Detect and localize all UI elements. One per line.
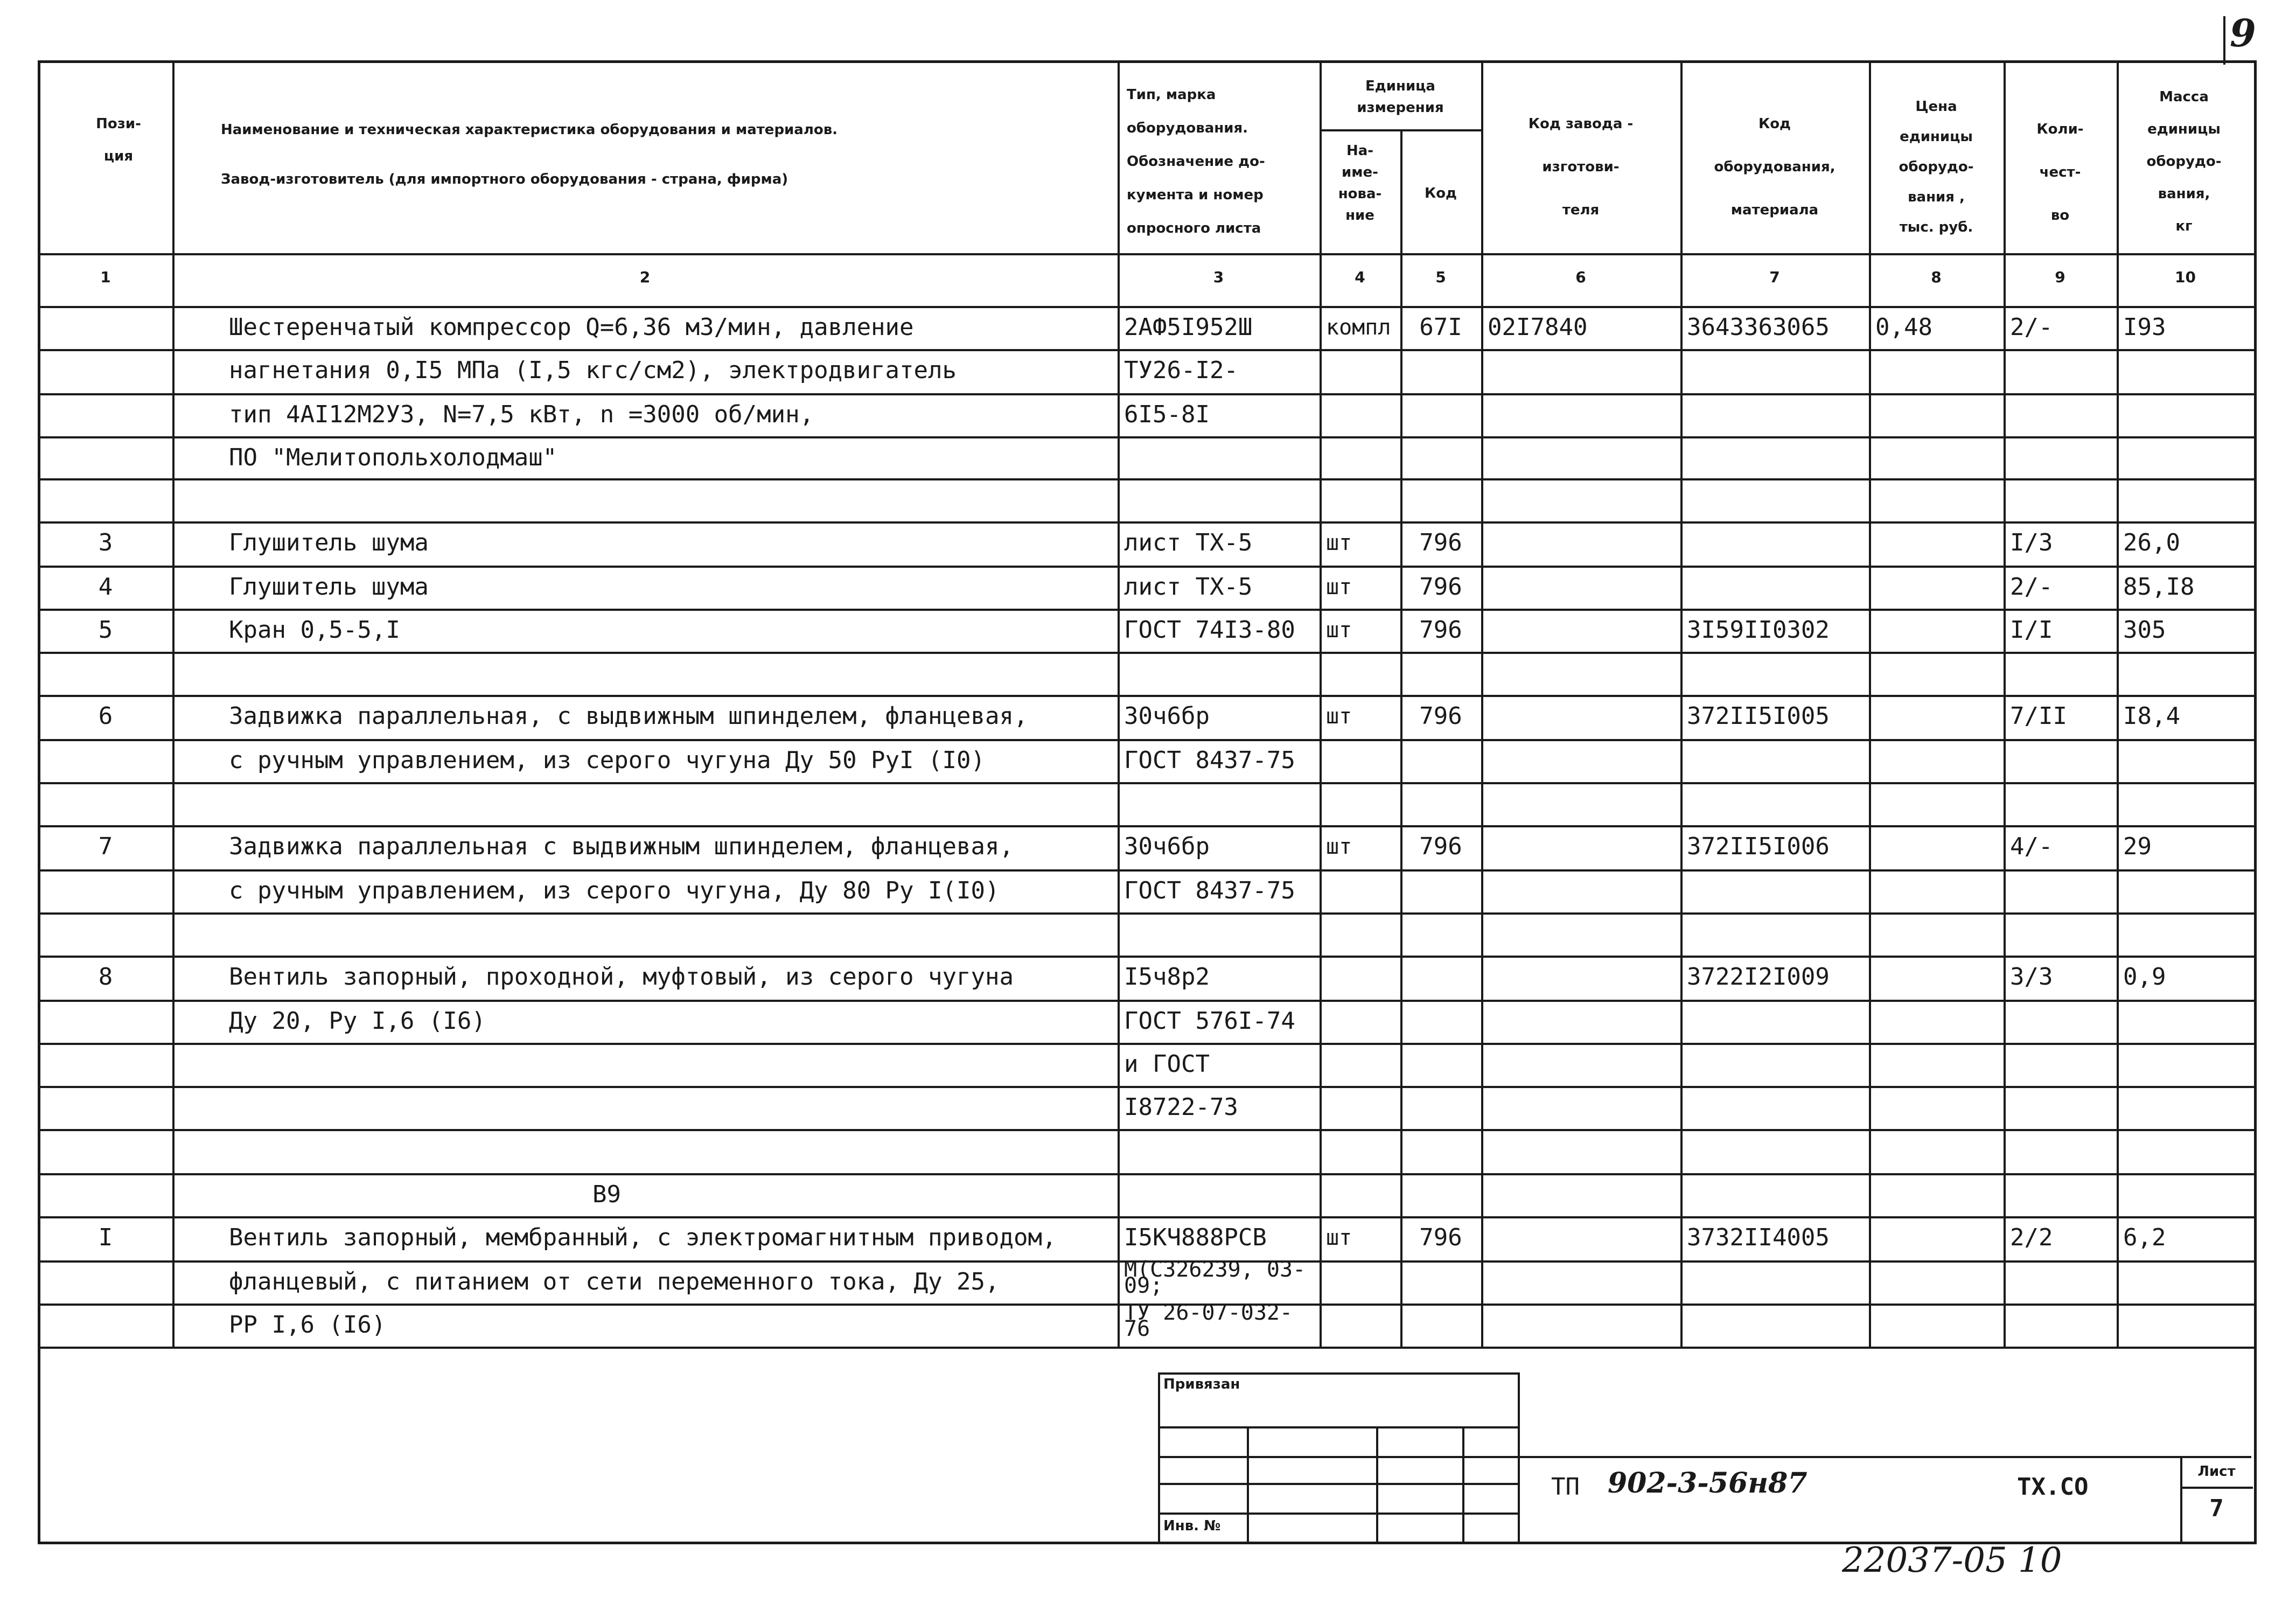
cell-mass: 6,2: [2123, 1224, 2166, 1251]
cell-mass: 26,0: [2123, 529, 2180, 556]
header-quantity: Коли- чест- во: [2036, 121, 2084, 224]
row-divider: [39, 609, 2254, 611]
cell-name: Вентиль запорный, проходной, муфтовый, из серого чугуна: [229, 963, 1014, 991]
cell-qty: I/I: [2010, 616, 2053, 644]
cell-price: 0,48: [1875, 313, 1932, 341]
row-divider: [39, 1129, 2254, 1131]
row-divider: [39, 253, 2254, 255]
cell-type: лист ТХ-5: [1124, 573, 1253, 601]
cell-mass: 85,I8: [2123, 573, 2195, 601]
row-divider: [39, 869, 2254, 872]
cell-pos: 6: [98, 702, 113, 730]
column-number: 6: [1575, 268, 1586, 286]
cell-code: 796: [1419, 616, 1462, 644]
row-divider: [39, 739, 2254, 741]
cell-mass: I8,4: [2123, 702, 2180, 730]
header-equip-code: Код оборудования, материала: [1714, 116, 1836, 218]
cell-name: РР I,6 (I6): [229, 1311, 386, 1339]
column-number: 2: [639, 268, 651, 286]
header-plant-code: Код завода - изготови- теля: [1528, 116, 1634, 218]
column-divider: [1400, 129, 1402, 1347]
cell-type: ГОСТ 8437-75: [1124, 877, 1295, 904]
cell-qty: 2/-: [2010, 573, 2053, 601]
cell-name: Ду 20, Ру I,6 (I6): [229, 1007, 486, 1035]
header-position: Пози- ция: [96, 116, 141, 164]
row-divider: [39, 478, 2254, 480]
stamp-mark: ТХ.СО: [2017, 1473, 2089, 1501]
cell-unit: шт: [1326, 834, 1352, 859]
cell-mass: 0,9: [2123, 963, 2166, 991]
cell-name: Задвижка параллельная с выдвижным шпинделем, фланцевая,: [229, 833, 1014, 860]
cell-type: ТУ 26-07-032-76: [1124, 1300, 1293, 1341]
header-price: Цена единицы оборудо- вания , тыс. руб.: [1899, 99, 1974, 235]
cell-name: Глушитель шума: [229, 573, 429, 601]
header-name: Наименование и техническая характеристика оборудования и материалов. Завод-изготовитель (для импортного оборудования - страна, фирма): [221, 122, 838, 187]
cell-type: 2АФ5I952Ш: [1124, 313, 1253, 341]
header-unit-code: Код: [1424, 185, 1457, 201]
cell-type: ТУ26-I2-: [1124, 357, 1238, 384]
cell-name: Вентиль запорный, мембранный, с электромагнитным приводом,: [229, 1224, 1057, 1251]
cell-qty: 2/2: [2010, 1224, 2053, 1251]
cell-type: 30ч6бр: [1124, 833, 1210, 860]
page-number: 9: [2230, 11, 2256, 55]
row-divider: [39, 782, 2254, 784]
cell-unit: шт: [1326, 618, 1352, 643]
cell-name: Шестеренчатый компрессор Q=6,36 м3/мин, давление: [229, 313, 914, 341]
cell-type: М(С326239, 03-09;: [1124, 1257, 1306, 1298]
column-number: 7: [1769, 268, 1780, 286]
row-divider: [39, 912, 2254, 915]
cell-code: 67I: [1419, 313, 1462, 341]
row-divider: [39, 393, 2254, 395]
cell-type: лист ТХ-5: [1124, 529, 1253, 556]
row-divider: [39, 1173, 2254, 1175]
cell-unit: шт: [1326, 531, 1352, 555]
cell-name: фланцевый, с питанием от сети переменного тока, Ду 25,: [229, 1268, 1000, 1295]
cell-equip: 3I59II0302: [1687, 616, 1830, 644]
cell-equip: 3722I2I009: [1687, 963, 1830, 991]
cell-unit: шт: [1326, 704, 1352, 729]
row-divider: [39, 1086, 2254, 1088]
row-divider: [39, 1000, 2254, 1002]
row-divider: [39, 436, 2254, 438]
column-number: 8: [1931, 268, 1942, 286]
cell-equip: 372II5I006: [1687, 833, 1830, 860]
row-divider: [39, 695, 2254, 697]
row-divider: [39, 825, 2254, 827]
row-divider: [39, 306, 2254, 308]
cell-pos: I: [98, 1224, 113, 1251]
row-divider: [39, 652, 2254, 654]
cell-type: 6I5-8I: [1124, 401, 1210, 428]
cell-pos: 4: [98, 573, 113, 601]
stamp-attached-label: Привязан: [1163, 1376, 1240, 1392]
row-divider: [1320, 129, 1481, 131]
cell-code: 796: [1419, 833, 1462, 860]
cell-type: ГОСТ 576I-74: [1124, 1007, 1295, 1035]
stamp-doc-prefix: ТП: [1551, 1473, 1580, 1501]
cell-type: 30ч6бр: [1124, 702, 1210, 730]
row-divider: [39, 349, 2254, 351]
column-number: 5: [1435, 268, 1446, 286]
cell-mass: 305: [2123, 616, 2166, 644]
header-unit-group: Единица измерения: [1357, 78, 1444, 116]
cell-unit: компл: [1326, 315, 1391, 340]
cell-type: и ГОСТ: [1124, 1050, 1210, 1078]
cell-code: 796: [1419, 573, 1462, 601]
header-mass: Масса единицы оборудо- вания, кг: [2146, 89, 2222, 234]
cell-name: Задвижка параллельная, с выдвижным шпинделем, фланцевая,: [229, 702, 1028, 730]
cell-name: ПО "Мелитопольхолодмаш": [229, 444, 557, 471]
cell-plant: 02I7840: [1488, 313, 1588, 341]
cell-name: В9: [592, 1181, 621, 1208]
footer-note: 22037-05 10: [1842, 1541, 2062, 1580]
cell-type: ГОСТ 74I3-80: [1124, 616, 1295, 644]
column-number: 10: [2175, 268, 2196, 286]
cell-equip: 3732II4005: [1687, 1224, 1830, 1251]
cell-qty: 4/-: [2010, 833, 2053, 860]
cell-equip: 3643363065: [1687, 313, 1830, 341]
stamp-inv-label: Инв. №: [1163, 1518, 1221, 1534]
cell-pos: 3: [98, 529, 113, 556]
cell-pos: 7: [98, 833, 113, 860]
cell-type: I5КЧ888РСВ: [1124, 1224, 1267, 1251]
column-number: 4: [1355, 268, 1365, 286]
stamp-doc-code: 902-3-56н87: [1608, 1467, 1808, 1500]
cell-name: тип 4АI12М2У3, N=7,5 кВт, n =3000 об/мин,: [229, 401, 814, 428]
header-unit-name: На- име- нова- ние: [1338, 143, 1382, 224]
cell-code: 796: [1419, 702, 1462, 730]
cell-qty: 3/3: [2010, 963, 2053, 991]
cell-pos: 8: [98, 963, 113, 991]
cell-unit: шт: [1326, 575, 1352, 600]
header-type: Тип, марка оборудования. Обозначение до- кумента и номер опросного листа: [1127, 87, 1265, 236]
stamp-sheet-number: 7: [2209, 1495, 2224, 1522]
cell-mass: 29: [2123, 833, 2152, 860]
cell-name: нагнетания 0,I5 МПа (I,5 кгс/см2), электродвигатель: [229, 357, 957, 384]
column-number: 1: [100, 268, 111, 286]
cell-code: 796: [1419, 529, 1462, 556]
row-divider: [39, 1216, 2254, 1218]
cell-mass: I93: [2123, 313, 2166, 341]
cell-type: I8722-73: [1124, 1093, 1238, 1121]
cell-code: 796: [1419, 1224, 1462, 1251]
column-number: 3: [1213, 268, 1224, 286]
row-divider: [39, 1347, 2254, 1349]
stamp-sheet-label: Лист: [2197, 1463, 2236, 1480]
cell-type: ГОСТ 8437-75: [1124, 747, 1295, 774]
column-number: 9: [2055, 268, 2065, 286]
cell-qty: 2/-: [2010, 313, 2053, 341]
cell-pos: 5: [98, 616, 113, 644]
row-divider: [39, 566, 2254, 568]
cell-equip: 372II5I005: [1687, 702, 1830, 730]
row-divider: [39, 956, 2254, 958]
cell-name: Кран 0,5-5,I: [229, 616, 400, 644]
cell-qty: 7/II: [2010, 702, 2067, 730]
cell-qty: I/3: [2010, 529, 2053, 556]
row-divider: [39, 1043, 2254, 1045]
cell-name: с ручным управлением, из серого чугуна Ду 50 РуI (I0): [229, 747, 985, 774]
cell-name: с ручным управлением, из серого чугуна, Ду 80 Ру I(I0): [229, 877, 1000, 904]
row-divider: [39, 521, 2254, 524]
cell-name: Глушитель шума: [229, 529, 429, 556]
cell-type: I5ч8р2: [1124, 963, 1210, 991]
cell-unit: шт: [1326, 1225, 1352, 1250]
